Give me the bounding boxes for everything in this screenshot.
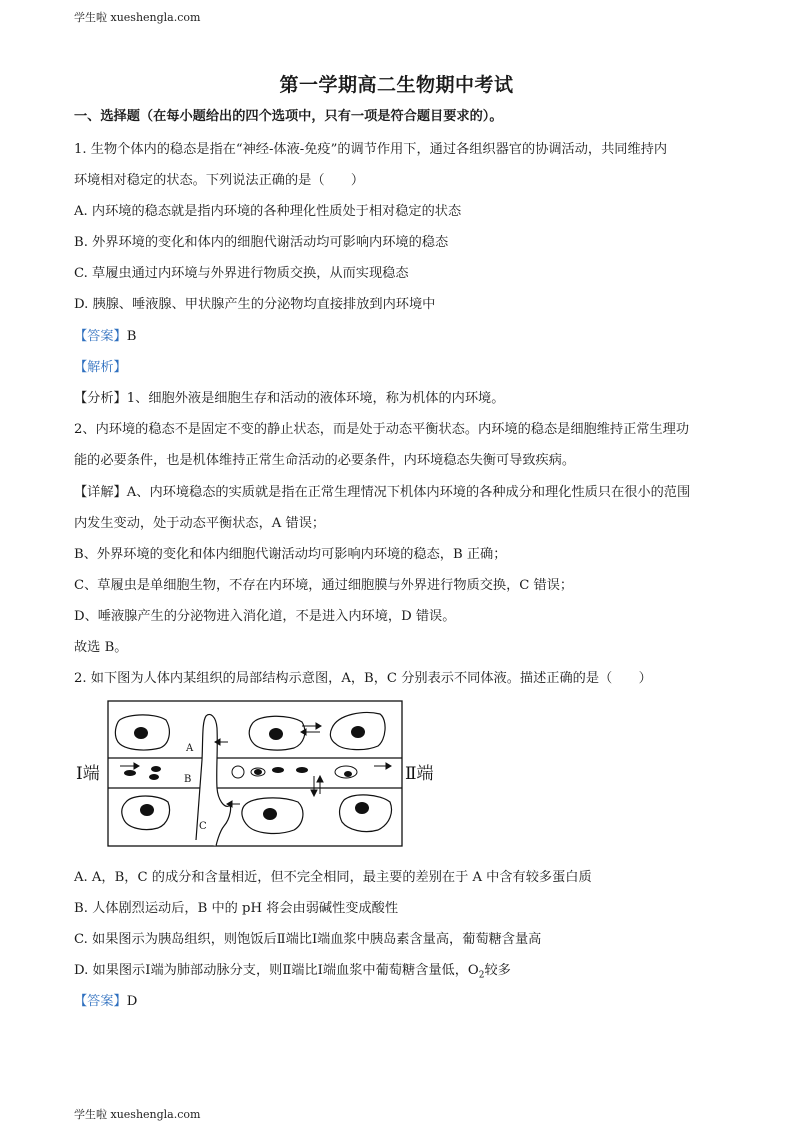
q2-option-d-tail: 较多 xyxy=(484,963,511,978)
q1-answer-tag: 【答案】 xyxy=(74,329,127,344)
q2-option-b: B. 人体剧烈运动后，B 中的 pH 将会由弱碱性变成酸性 xyxy=(74,901,399,916)
blood-cell xyxy=(151,766,161,772)
q2-option-d-subscript: 2 xyxy=(478,970,485,981)
q1-option-b: B. 外界环境的变化和体内的细胞代谢活动均可影响内环境的稳态 xyxy=(74,235,449,250)
label-c: C xyxy=(199,821,207,832)
q1-answer-value: B xyxy=(126,329,137,344)
tissue-cell xyxy=(340,795,392,832)
cell-nucleus xyxy=(351,726,365,738)
q2-option-d-text: D. 如果图示Ⅰ端为肺部动脉分支，则Ⅱ端比Ⅰ端血浆中葡萄糖含量低，O xyxy=(74,963,479,978)
q1-xiangjie-line3: B、外界环境的变化和体内细胞代谢活动均可影响内环境的稳态，B 正确； xyxy=(74,547,507,562)
cell-nucleus xyxy=(263,808,277,820)
page-title: 第一学期高二生物期中考试 xyxy=(279,74,514,96)
exchange-arrow-head xyxy=(301,729,306,735)
q2-option-a: A. A，B，C 的成分和含量相近，但不完全相同，最主要的差别在于 A 中含有较多蛋白质 xyxy=(74,870,592,885)
section-heading: 一、选择题（在每小题给出的四个选项中，只有一项是符合题目要求的）。 xyxy=(74,109,503,124)
blood-cell xyxy=(124,770,136,776)
q1-xiangjie-line4: C、草履虫是单细胞生物，不存在内环境，通过细胞膜与外界进行物质交换，C 错误； xyxy=(74,578,574,593)
exchange-arrow-head xyxy=(316,723,321,729)
q1-xiangjie-line2: 内发生变动，处于动态平衡状态，A 错误； xyxy=(74,516,326,531)
q1-analysis-tag: 【解析】 xyxy=(74,360,127,375)
header-site: 学生啦 xueshengla.com xyxy=(74,11,201,24)
q2-answer-value: D xyxy=(126,994,138,1009)
cell-nucleus xyxy=(355,802,369,814)
flow-arrow-head xyxy=(134,763,139,769)
q1-fenxi-tag: 【分析】 xyxy=(74,391,127,406)
blood-cell xyxy=(296,767,308,773)
right-end-label: Ⅱ端 xyxy=(405,764,434,784)
q1-fenxi-line1 xyxy=(74,390,504,408)
q1-stem-line2: 环境相对稳定的状态。下列说法正确的是（ ） xyxy=(74,173,365,188)
flow-arrow-head xyxy=(386,763,391,769)
q1-fenxi-text1: 1、细胞外液是细胞生存和活动的液体环境，称为机体的内环境。 xyxy=(126,391,505,406)
cell-nucleus xyxy=(134,727,148,739)
exchange-arrow-head xyxy=(311,790,317,796)
blood-cell xyxy=(149,774,159,780)
q2-option-c: C. 如果图示为胰岛组织，则饱饭后Ⅱ端比Ⅰ端血浆中胰岛素含量高，葡萄糖含量高 xyxy=(74,932,542,947)
label-b: B xyxy=(184,774,192,785)
q1-xiangjie-line6: 故选 B。 xyxy=(74,640,128,655)
q1-fenxi-line2: 2、内环境的稳态不是固定不变的静止状态，而是处于动态平衡状态。内环境的稳态是细胞维持正常生理功 xyxy=(74,422,690,437)
tissue-structure-diagram xyxy=(74,700,444,848)
q1-answer xyxy=(74,328,136,346)
q2-option-d xyxy=(74,962,511,985)
q1-option-d: D. 胰腺、唾液腺、甲状腺产生的分泌物均直接排放到内环境中 xyxy=(74,297,436,312)
q2-answer xyxy=(74,993,137,1011)
blood-cell xyxy=(254,769,262,775)
q2-stem: 2. 如下图为人体内某组织的局部结构示意图，A，B，C 分别表示不同体液。描述正确的是（ ） xyxy=(74,671,652,686)
q1-xiangjie-line5: D、唾液腺产生的分泌物进入消化道，不是进入内环境，D 错误。 xyxy=(74,609,456,624)
q1-option-a: A. 内环境的稳态就是指内环境的各种理化性质处于相对稳定的状态 xyxy=(74,204,462,219)
q1-stem-line1: 1. 生物个体内的稳态是指在“神经-体液-免疫”的调节作用下，通过各组织器官的协调活动，共同维持内 xyxy=(74,142,668,157)
q1-fenxi-line3: 能的必要条件，也是机体维持正常生命活动的必要条件，内环境稳态失衡可导致疾病。 xyxy=(74,453,576,468)
footer-site: 学生啦 xueshengla.com xyxy=(74,1108,201,1121)
q1-option-c: C. 草履虫通过内环境与外界进行物质交换，从而实现稳态 xyxy=(74,266,409,281)
left-end-label: Ⅰ端 xyxy=(76,764,100,784)
blood-cell xyxy=(344,771,352,777)
exchange-arrow-head xyxy=(317,776,323,782)
q1-xiangjie-line1 xyxy=(74,484,690,502)
q1-xiangjie-text1: A、内环境稳态的实质就是指在正常生理情况下机体内环境的各种成分和理化性质只在很小的范围 xyxy=(126,485,691,500)
q2-answer-tag: 【答案】 xyxy=(74,994,127,1009)
cell-nucleus xyxy=(269,728,283,740)
q1-xiangjie-tag: 【详解】 xyxy=(74,485,127,500)
blood-cell-outline xyxy=(232,766,244,778)
blood-cell xyxy=(272,767,284,773)
cell-nucleus xyxy=(140,804,154,816)
label-a: A xyxy=(186,743,194,754)
